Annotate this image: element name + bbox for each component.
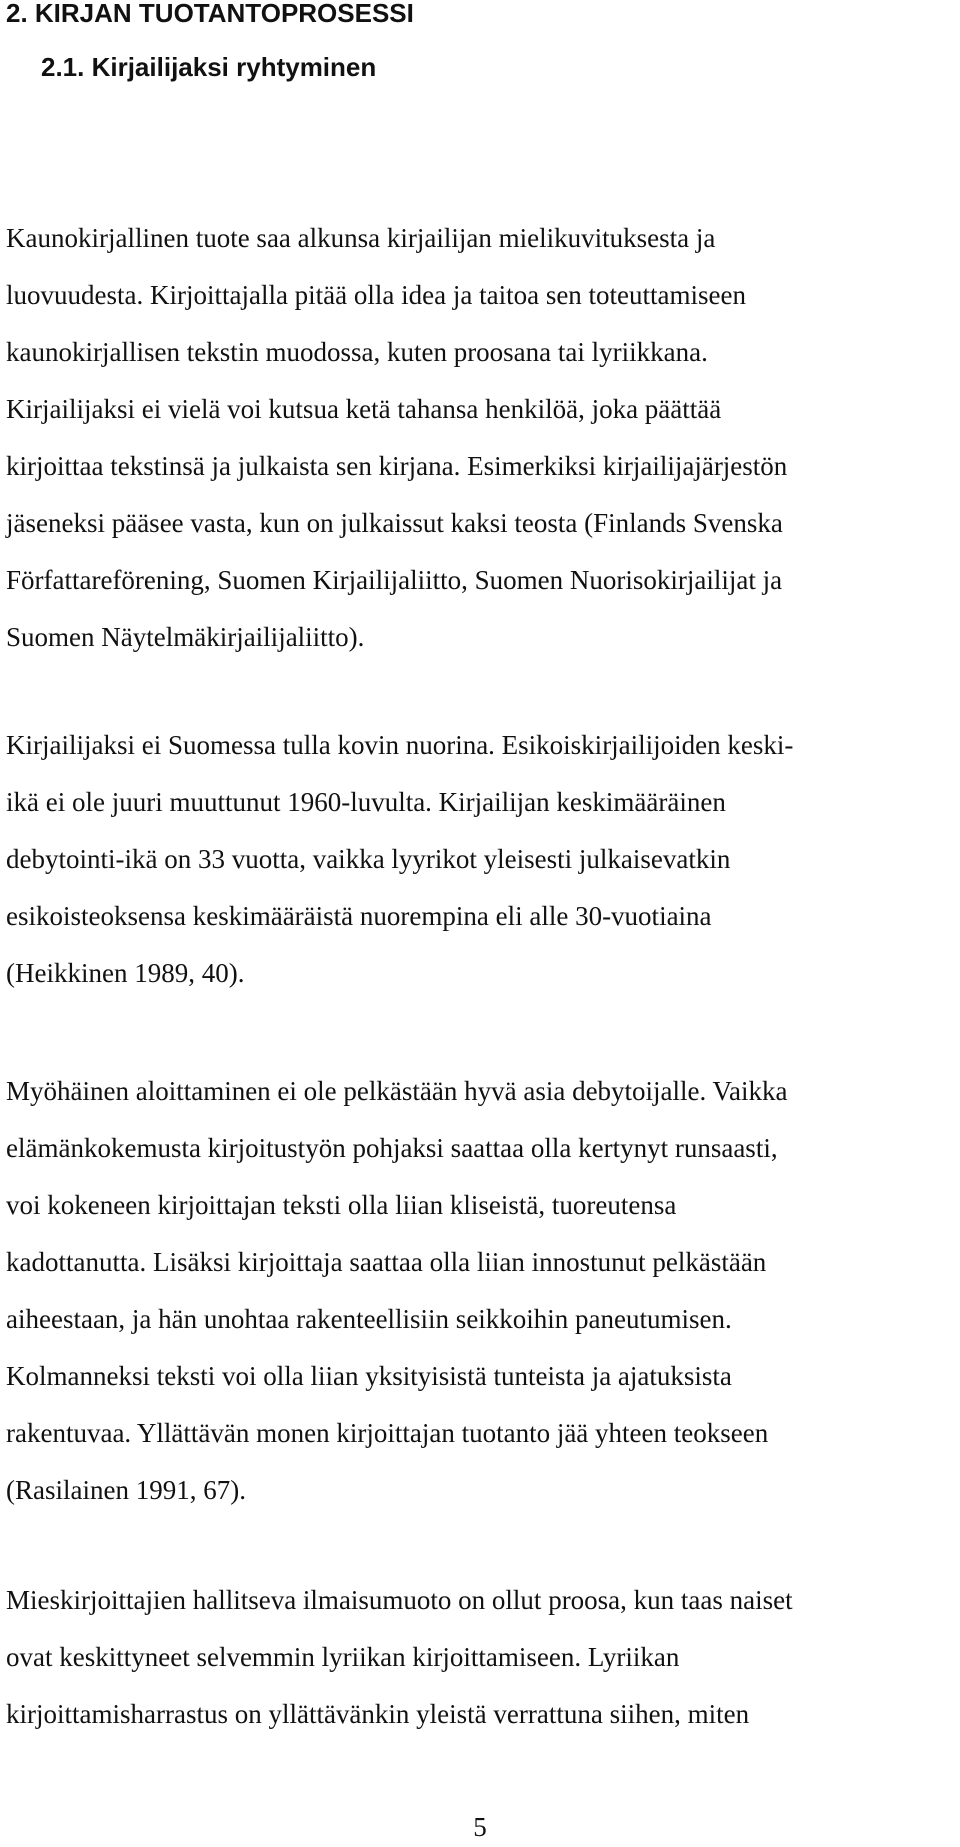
paragraph-line: kadottanutta. Lisäksi kirjoittaja saattaa olla liian innostunut pelkästään	[6, 1247, 767, 1277]
paragraph-line: ovat keskittyneet selvemmin lyriikan kirjoittamiseen. Lyriikan	[6, 1642, 680, 1672]
page-number: 5	[473, 1812, 487, 1842]
section-heading: 2.1. Kirjailijaksi ryhtyminen	[41, 52, 377, 82]
paragraph-line: jäseneksi pääsee vasta, kun on julkaissut kaksi teosta (Finlands Svenska	[6, 508, 783, 538]
paragraph-line: luovuudesta. Kirjoittajalla pitää olla idea ja taitoa sen toteuttamiseen	[6, 280, 747, 310]
paragraph-line: esikoisteoksensa keskimääräistä nuorempina eli alle 30-vuotiaina	[6, 901, 712, 931]
paragraph-line: ikä ei ole juuri muuttunut 1960-luvulta. Kirjailijan keskimääräinen	[6, 787, 726, 817]
paragraph-3	[6, 1063, 956, 1519]
paragraph-line: kirjoittamisharrastus on yllättävänkin yleistä verrattuna siihen, miten	[6, 1699, 750, 1729]
chapter-heading: 2. KIRJAN TUOTANTOPROSESSI	[6, 0, 414, 28]
paragraph-line: Mieskirjoittajien hallitseva ilmaisumuoto on ollut proosa, kun taas naiset	[6, 1585, 793, 1615]
paragraph-line: Myöhäinen aloittaminen ei ole pelkästään hyvä asia debytoijalle. Vaikka	[6, 1076, 788, 1106]
paragraph-line: Kolmanneksi teksti voi olla liian yksityisistä tunteista ja ajatuksista	[6, 1361, 732, 1391]
paragraph-line: rakentuvaa. Yllättävän monen kirjoittajan tuotanto jää yhteen teokseen	[6, 1418, 769, 1448]
paragraph-line: Kaunokirjallinen tuote saa alkunsa kirjailijan mielikuvituksesta ja	[6, 223, 716, 253]
paragraph-line: (Heikkinen 1989, 40).	[6, 958, 245, 988]
paragraph-line: kirjoittaa tekstinsä ja julkaista sen kirjana. Esimerkiksi kirjailijajärjestön	[6, 451, 788, 481]
paragraph-4	[6, 1572, 956, 1743]
paragraph-line: aiheestaan, ja hän unohtaa rakenteellisiin seikkoihin paneutumisen.	[6, 1304, 732, 1334]
paragraph-line: kaunokirjallisen tekstin muodossa, kuten proosana tai lyriikkana.	[6, 337, 708, 367]
paragraph-line: voi kokeneen kirjoittajan teksti olla liian kliseistä, tuoreutensa	[6, 1190, 677, 1220]
paragraph-line: Författareförening, Suomen Kirjailijaliitto, Suomen Nuorisokirjailijat ja	[6, 565, 783, 595]
paragraph-line: Suomen Näytelmäkirjailijaliitto).	[6, 622, 365, 652]
paragraph-2	[6, 717, 956, 1002]
paragraph-line: (Rasilainen 1991, 67).	[6, 1475, 246, 1505]
paragraph-line: elämänkokemusta kirjoitustyön pohjaksi saattaa olla kertynyt runsaasti,	[6, 1133, 778, 1163]
paragraph-line: Kirjailijaksi ei Suomessa tulla kovin nuorina. Esikoiskirjailijoiden keski-	[6, 730, 794, 760]
paragraph-1	[6, 210, 956, 666]
paragraph-line: debytointi-ikä on 33 vuotta, vaikka lyyrikot yleisesti julkaisevatkin	[6, 844, 731, 874]
paragraph-line: Kirjailijaksi ei vielä voi kutsua ketä tahansa henkilöä, joka päättää	[6, 394, 722, 424]
